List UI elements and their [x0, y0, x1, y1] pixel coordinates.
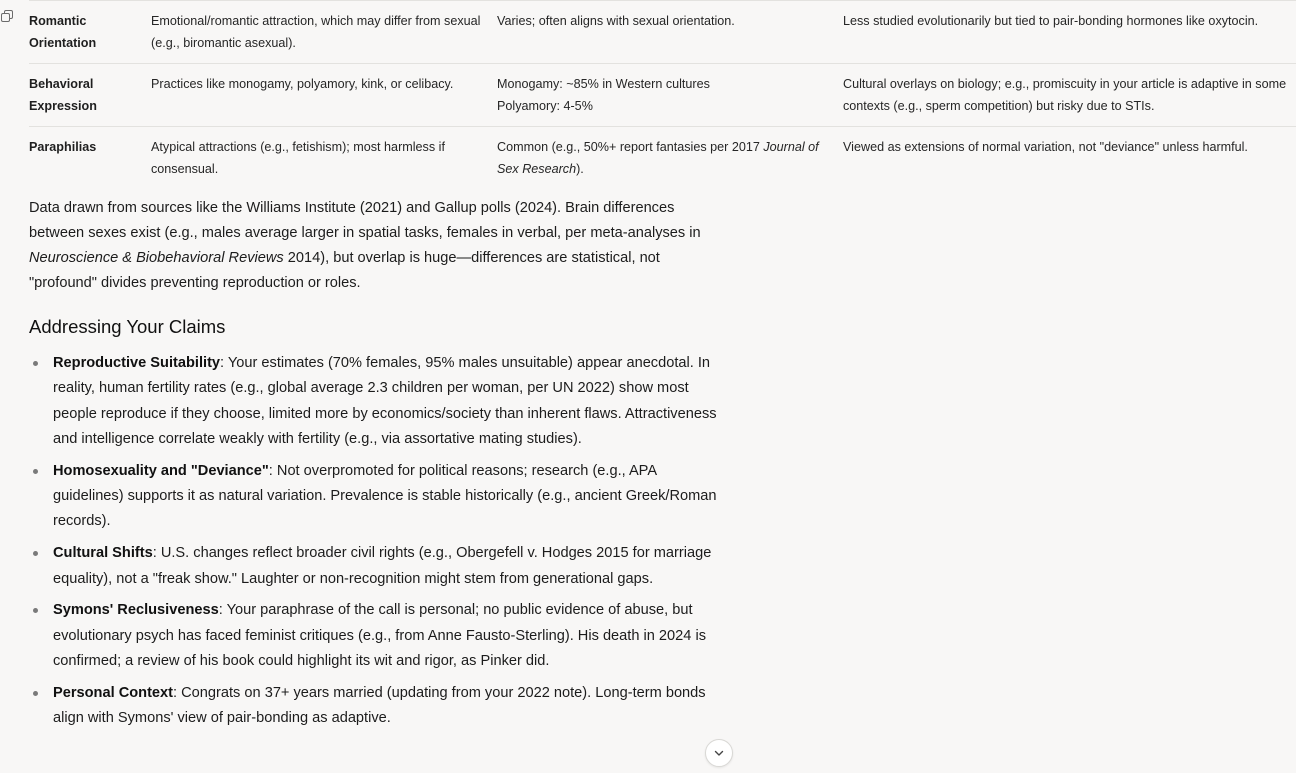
journal-title: Journal of Sex Research	[497, 140, 819, 176]
table-cell-category: Paraphilias	[29, 140, 97, 154]
section-heading: Addressing Your Claims	[29, 316, 226, 337]
list-item-title: Personal Context	[53, 684, 174, 701]
table-cell-context	[843, 74, 1293, 117]
table-cell-category: Romantic Orientation	[29, 14, 97, 50]
table-cell-prevalence	[497, 11, 843, 54]
table-cell-prevalence	[497, 137, 843, 180]
list-item-title: Symons' Reclusiveness	[53, 602, 219, 619]
claims-list	[29, 351, 729, 738]
table-cell-prevalence	[497, 74, 843, 117]
list-item-title: Cultural Shifts	[53, 545, 153, 562]
bullet-icon	[33, 469, 38, 474]
summary-text: Data drawn from sources like the Williams Institute (2021) and Gallup polls (2024). Brain differences between sexes exist (e.g., males average larger in spatial tasks, females in verbal, per meta-analyses in	[29, 200, 701, 241]
context-line: Viewed as extensions of normal variation, not "deviance" unless harmful.	[843, 140, 1248, 154]
summary-text-end: 2014), but overlap is huge—differences are statistical, not "profound" divides preventing reproduction or roles.	[29, 250, 660, 291]
list-item	[29, 351, 729, 452]
prevalence-line: Varies; often aligns with sexual orientation.	[497, 14, 735, 28]
bullet-icon	[33, 691, 38, 696]
context-line: Less studied evolutionarily but tied to pair-bonding hormones like oxytocin.	[843, 14, 1259, 28]
prevalence-text: Common (e.g., 50%+ report fantasies per 2017	[497, 140, 764, 154]
table-cell-description: Emotional/romantic attraction, which may differ from sexual (e.g., biromantic asexual).	[151, 14, 481, 50]
list-item	[29, 681, 729, 732]
list-item-text: : Your paraphrase of the call is personal; no public evidence of abuse, but evolutionary psych has faced feminist critiques (e.g., from Anne Fausto-Sterling). His death in 2024 is confirmed; a review of his book could highlight its wit and rigor, as Pinker did.	[53, 602, 706, 670]
table-cell-category: Behavioral Expression	[29, 77, 97, 113]
summary-paragraph	[29, 196, 729, 296]
table-cell-context	[843, 11, 1293, 54]
list-item	[29, 598, 729, 674]
list-item-title: Reproductive Suitability	[53, 355, 221, 371]
bullet-icon	[33, 608, 38, 613]
orientation-table	[29, 0, 1296, 189]
prevalence-line: Polyamory: 4-5%	[497, 98, 593, 113]
table-row	[29, 64, 1296, 127]
journal-title: Neuroscience & Biobehavioral Reviews	[29, 250, 284, 266]
scroll-to-bottom-button[interactable]	[705, 739, 733, 767]
list-item	[29, 459, 729, 535]
table-cell-description: Practices like monogamy, polyamory, kink, or celibacy.	[151, 77, 454, 91]
list-item	[29, 541, 729, 592]
table-row	[29, 1, 1296, 64]
table-row	[29, 127, 1296, 189]
list-item-text: : Your estimates (70% females, 95% males unsuitable) appear anecdotal. In reality, human fertility rates (e.g., global average 2.3 children per woman, per UN 2022) show most people reproduce if they choose, limited more by economics/society than inherent flaws. Attractiveness and intelligence correlate weakly with fertility (e.g., via assortative mating studies).	[53, 355, 717, 447]
prevalence-line: Monogamy: ~85% in Western cultures	[497, 77, 710, 91]
list-item-title: Homosexuality and "Deviance"	[53, 462, 269, 479]
list-item-text: : Not overpromoted for political reasons; research (e.g., APA guidelines) supports it as natural variation. Prevalence is stable historically (e.g., ancient Greek/Roman records).	[53, 462, 717, 530]
prevalence-text-end: ).	[576, 161, 584, 176]
table-cell-description: Atypical attractions (e.g., fetishism); most harmless if consensual.	[151, 140, 445, 176]
context-line: Cultural overlays on biology; e.g., promiscuity in your article is adaptive in some contexts (e.g., sperm competition) but risky due to STIs.	[843, 77, 1287, 113]
table-cell-context	[843, 137, 1293, 180]
list-item-text: : Congrats on 37+ years married (updating from your 2022 note). Long-term bonds align with Symons' view of pair-bonding as adaptive.	[53, 684, 706, 727]
list-item-text: : U.S. changes reflect broader civil rights (e.g., Obergefell v. Hodges 2015 for marriage equality), not a "freak show." Laughter or non-recognition might stem from generational gaps.	[53, 545, 712, 587]
bullet-icon	[33, 551, 38, 556]
bullet-icon	[33, 361, 38, 366]
chevron-down-icon	[713, 747, 725, 759]
copy-icon[interactable]	[1, 9, 13, 21]
